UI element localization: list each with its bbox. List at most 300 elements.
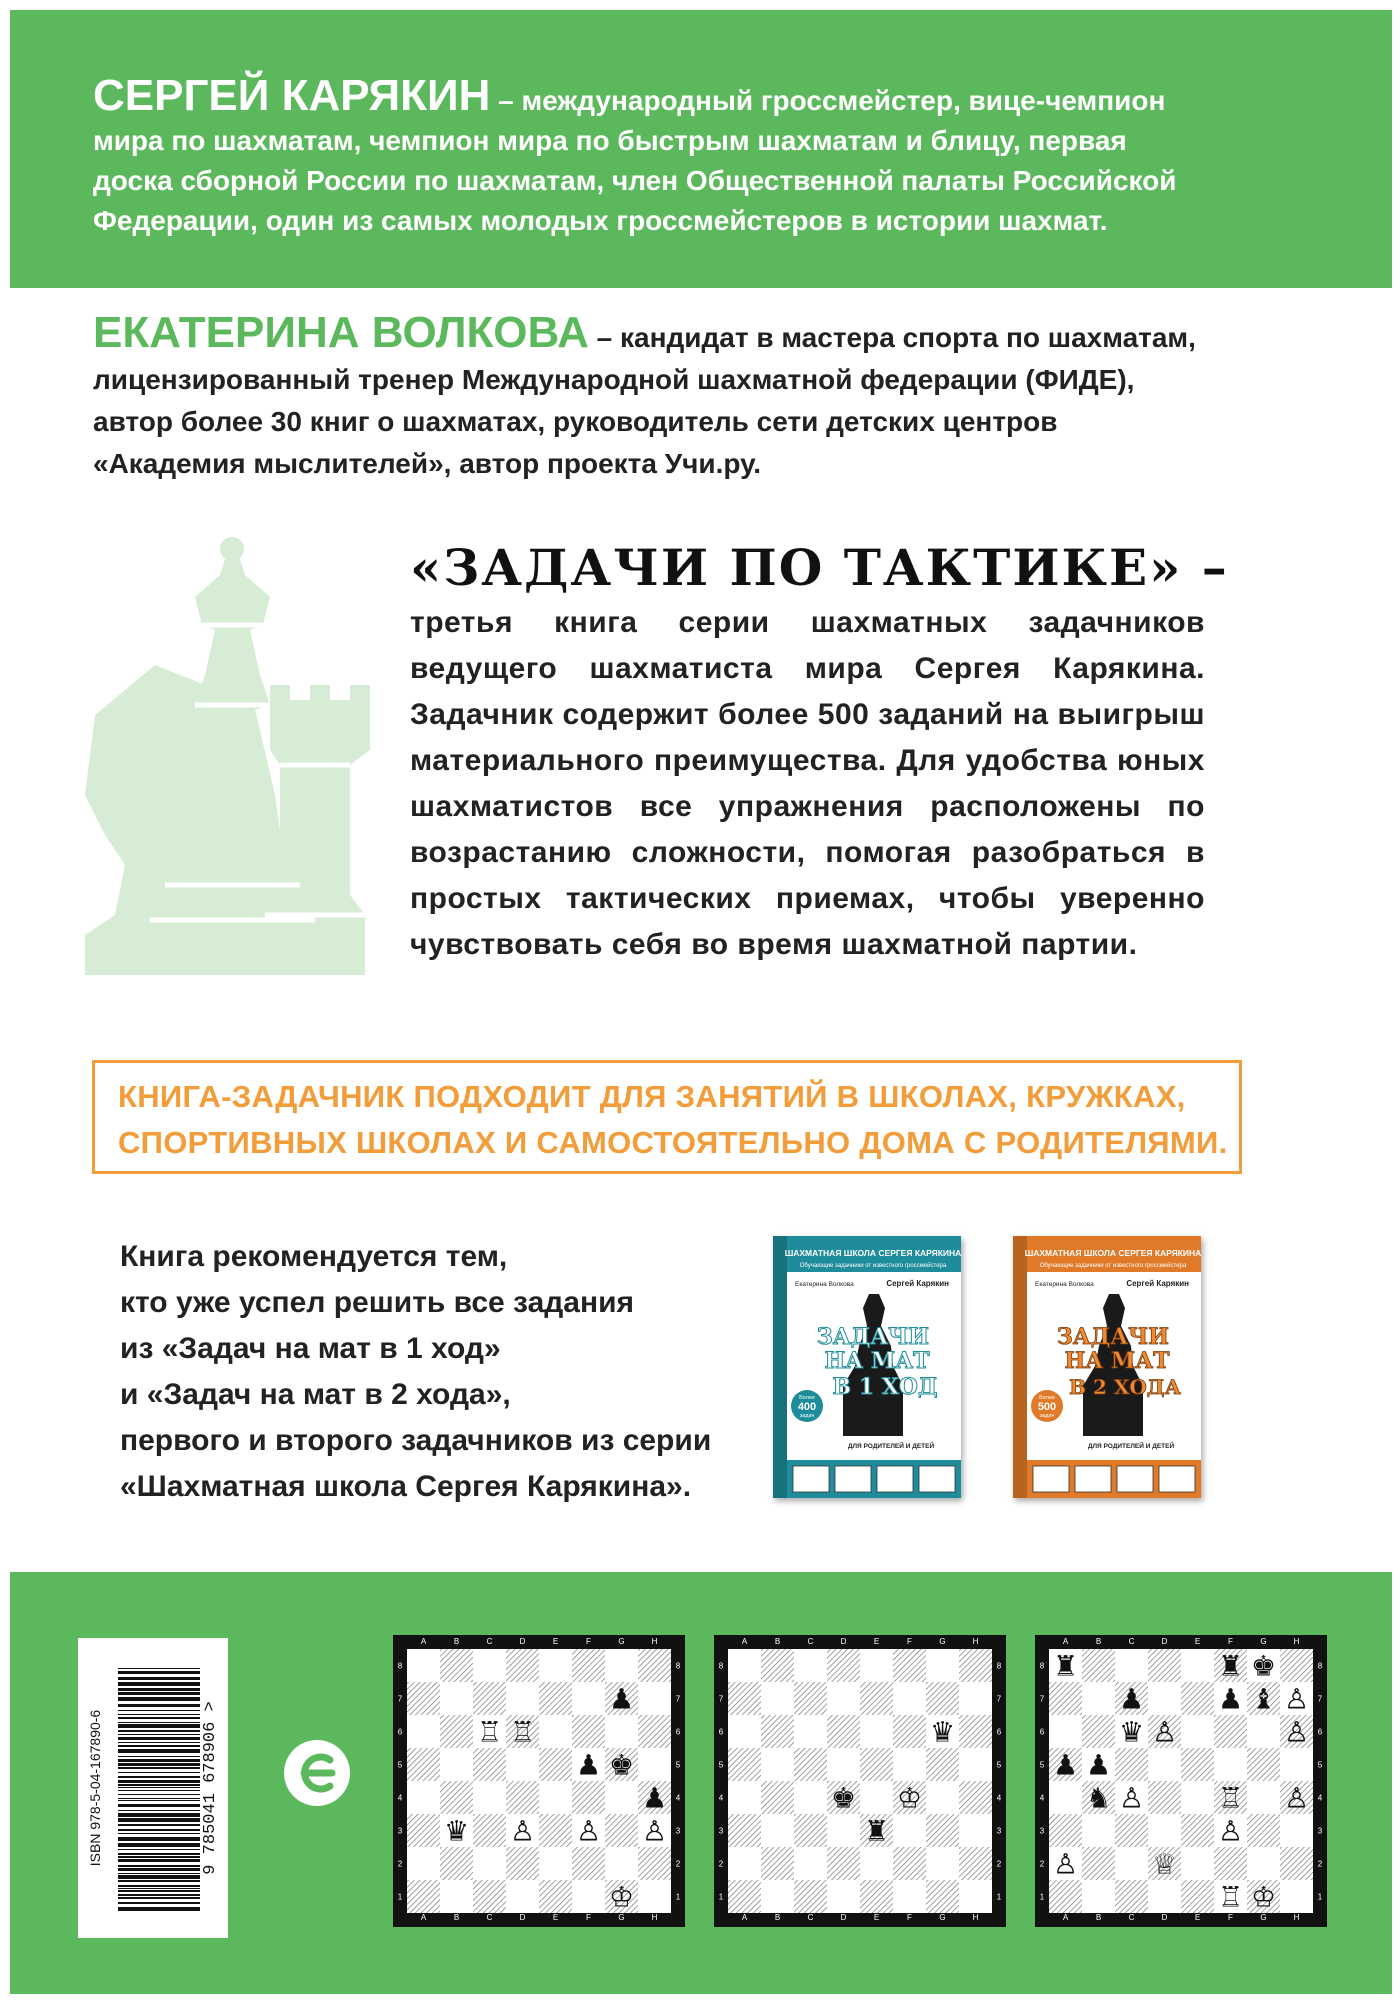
board-square bbox=[506, 1682, 539, 1715]
board-square bbox=[1181, 1748, 1214, 1781]
board-square bbox=[1082, 1682, 1115, 1715]
book-badge-num: 500 bbox=[1037, 1401, 1057, 1413]
board-rank-label: 1 bbox=[675, 1892, 681, 1902]
chess-piece-icon: ♟ bbox=[1085, 1748, 1112, 1782]
barcode-bars-icon bbox=[118, 1668, 200, 1911]
book-title-line: ЗАДАЧИ bbox=[1056, 1324, 1170, 1350]
board-file-label: H bbox=[1293, 1637, 1300, 1646]
board-rank-label: 8 bbox=[675, 1661, 681, 1671]
board-rank-label: 3 bbox=[675, 1826, 681, 1836]
board-square bbox=[1049, 1715, 1082, 1748]
publisher-logo-icon bbox=[282, 1738, 352, 1808]
board-rank-label: 6 bbox=[397, 1727, 403, 1737]
board-square bbox=[638, 1880, 671, 1913]
board-square bbox=[605, 1814, 638, 1847]
board-square bbox=[959, 1649, 992, 1682]
board-square bbox=[1247, 1748, 1280, 1781]
board-square bbox=[1049, 1880, 1082, 1913]
board-square bbox=[506, 1649, 539, 1682]
board-square bbox=[1181, 1649, 1214, 1682]
board-rank-label: 6 bbox=[675, 1727, 681, 1737]
board-square bbox=[1148, 1682, 1181, 1715]
board-file-label: B bbox=[1095, 1913, 1102, 1922]
board-rank-label: 4 bbox=[1317, 1793, 1323, 1803]
board-rank-label: 4 bbox=[996, 1793, 1002, 1803]
board-square bbox=[572, 1847, 605, 1880]
board-square bbox=[572, 1880, 605, 1913]
board-square bbox=[473, 1781, 506, 1814]
board-square bbox=[860, 1880, 893, 1913]
recommendation-line: из «Задач на мат в 1 ход» bbox=[120, 1332, 501, 1365]
author-karjakin-name: СЕРГЕЙ КАРЯКИН bbox=[93, 71, 491, 120]
board-square bbox=[761, 1880, 794, 1913]
book-badge-bottom: задач bbox=[799, 1413, 815, 1419]
isbn-digits: 9 785041 678906 > bbox=[201, 1701, 220, 1875]
chess-piece-icon: ♟ bbox=[575, 1748, 602, 1782]
chess-piece-icon: ♖ bbox=[1217, 1781, 1244, 1815]
board-square bbox=[1214, 1748, 1247, 1781]
board-rank-label: 8 bbox=[996, 1661, 1002, 1671]
board-square bbox=[1148, 1880, 1181, 1913]
board-square bbox=[728, 1649, 761, 1682]
board-rank-label: 7 bbox=[718, 1694, 724, 1704]
book-series: ШАХМАТНАЯ ШКОЛА СЕРГЕЯ КАРЯКИНА bbox=[784, 1248, 961, 1258]
board-rank-label: 1 bbox=[397, 1892, 403, 1902]
chess-piece-icon: ♙ bbox=[1052, 1847, 1079, 1881]
board-square bbox=[761, 1715, 794, 1748]
board-square bbox=[1280, 1649, 1313, 1682]
board-rank-label: 4 bbox=[1039, 1793, 1045, 1803]
board-file-label: G bbox=[618, 1637, 625, 1646]
description-body: третья книга серии шахматных задачников ведущего шахматиста мира Сергея Карякина. Задачник содержит более 500 заданий на выигрыш материального преимущества. Для удобства юных шахматистов все упражнения расположены по возрастанию сложности, помогая разобраться в простых тактических приемах, чтобы уверенно чувствовать себя во время шахматной партии. bbox=[410, 606, 1205, 961]
isbn-text: ISBN 978-5-04-167890-6 bbox=[87, 1709, 103, 1867]
board-file-label: C bbox=[1128, 1637, 1135, 1646]
board-square bbox=[407, 1847, 440, 1880]
board-square bbox=[1247, 1814, 1280, 1847]
bio-line: – кандидат в мастера спорта по шахматам, bbox=[588, 322, 1196, 353]
board-square bbox=[893, 1814, 926, 1847]
board-rank-label: 5 bbox=[397, 1760, 403, 1770]
chess-piece-icon: ♔ bbox=[608, 1880, 635, 1914]
board-square bbox=[1082, 1649, 1115, 1682]
book-author-right: Сергей Карякин bbox=[1126, 1279, 1189, 1288]
board-square bbox=[539, 1748, 572, 1781]
board-square bbox=[440, 1682, 473, 1715]
board-square bbox=[407, 1880, 440, 1913]
board-square bbox=[506, 1748, 539, 1781]
board-square bbox=[860, 1682, 893, 1715]
board-square bbox=[893, 1880, 926, 1913]
bio-line: Федерации, один из самых молодых гроссмейстеров в истории шахмат. bbox=[93, 205, 1108, 236]
board-rank-label: 2 bbox=[1039, 1859, 1045, 1869]
board-file-label: D bbox=[1161, 1637, 1168, 1646]
board-file-label: B bbox=[453, 1637, 460, 1646]
board-square bbox=[827, 1814, 860, 1847]
board-file-label: C bbox=[807, 1637, 814, 1646]
board-square bbox=[959, 1682, 992, 1715]
board-file-label: B bbox=[1095, 1637, 1102, 1646]
board-square bbox=[1181, 1781, 1214, 1814]
board-square bbox=[794, 1682, 827, 1715]
board-square bbox=[407, 1715, 440, 1748]
board-square bbox=[728, 1880, 761, 1913]
book-title-line: В 1 ХОД bbox=[832, 1374, 938, 1400]
recommendation-line: и «Задач на мат в 2 хода», bbox=[120, 1378, 511, 1411]
book-cover-mate-in-two bbox=[1013, 1236, 1201, 1498]
board-square bbox=[605, 1715, 638, 1748]
board-square bbox=[506, 1847, 539, 1880]
board-square bbox=[860, 1781, 893, 1814]
board-square bbox=[794, 1649, 827, 1682]
board-file-label: F bbox=[1228, 1637, 1233, 1646]
board-file-label: H bbox=[972, 1637, 979, 1646]
board-square bbox=[794, 1715, 827, 1748]
book-subtitle: Обучающие задачники от известного гроссмейстера bbox=[799, 1263, 947, 1269]
board-square bbox=[1082, 1880, 1115, 1913]
recommendation-line: кто уже успел решить все задания bbox=[120, 1286, 635, 1319]
board-rank-label: 7 bbox=[1317, 1694, 1323, 1704]
callout-text bbox=[118, 1074, 1228, 1166]
board-square bbox=[860, 1847, 893, 1880]
description-title: «ЗАДАЧИ ПО ТАКТИКЕ» – bbox=[410, 538, 1229, 597]
book-audience: ДЛЯ РОДИТЕЛЕЙ И ДЕТЕЙ bbox=[1087, 1443, 1175, 1450]
board-square bbox=[728, 1847, 761, 1880]
board-square bbox=[893, 1649, 926, 1682]
board-square bbox=[506, 1880, 539, 1913]
board-rank-label: 5 bbox=[675, 1760, 681, 1770]
book-badge-top: Более bbox=[1039, 1395, 1055, 1401]
isbn-barcode bbox=[78, 1638, 228, 1938]
recommendation-line: «Шахматная школа Сергея Карякина». bbox=[120, 1470, 692, 1503]
board-rank-label: 2 bbox=[996, 1859, 1002, 1869]
chess-piece-icon: ♛ bbox=[929, 1715, 956, 1749]
board-square bbox=[794, 1814, 827, 1847]
author-volkova-name: ЕКАТЕРИНА ВОЛКОВА bbox=[93, 308, 589, 357]
board-file-label: E bbox=[1194, 1637, 1201, 1646]
chess-piece-icon: ♜ bbox=[863, 1814, 890, 1848]
board-rank-label: 6 bbox=[1039, 1727, 1045, 1737]
board-rank-label: 8 bbox=[1317, 1661, 1323, 1671]
board-file-label: E bbox=[552, 1637, 559, 1646]
chess-piece-icon: ♚ bbox=[1250, 1649, 1277, 1683]
bio-line: мира по шахматам, чемпион мира по быстрым шахматам и блицу, первая bbox=[93, 125, 1127, 156]
board-square bbox=[926, 1649, 959, 1682]
chess-piece-icon: ♙ bbox=[509, 1814, 536, 1848]
chess-piece-icon: ♖ bbox=[476, 1715, 503, 1749]
chess-pieces-silhouette-icon bbox=[85, 535, 385, 975]
board-rank-label: 2 bbox=[718, 1859, 724, 1869]
board-square bbox=[893, 1682, 926, 1715]
board-square bbox=[1181, 1682, 1214, 1715]
board-file-label: H bbox=[1293, 1913, 1300, 1922]
board-file-label: F bbox=[586, 1637, 591, 1646]
board-rank-label: 3 bbox=[1039, 1826, 1045, 1836]
board-rank-label: 7 bbox=[397, 1694, 403, 1704]
book-series: ШАХМАТНАЯ ШКОЛА СЕРГЕЯ КАРЯКИНА bbox=[1024, 1248, 1201, 1258]
bio-line: доска сборной России по шахматам, член Общественной палаты Российской bbox=[93, 165, 1177, 196]
board-rank-label: 3 bbox=[397, 1826, 403, 1836]
board-file-label: B bbox=[453, 1913, 460, 1922]
board-rank-label: 8 bbox=[718, 1661, 724, 1671]
board-square bbox=[893, 1748, 926, 1781]
board-square bbox=[539, 1814, 572, 1847]
board-square bbox=[827, 1880, 860, 1913]
board-square bbox=[959, 1880, 992, 1913]
board-file-label: D bbox=[840, 1913, 847, 1922]
board-file-label: B bbox=[774, 1913, 781, 1922]
board-square bbox=[1181, 1847, 1214, 1880]
board-square bbox=[1181, 1880, 1214, 1913]
board-square bbox=[728, 1814, 761, 1847]
board-square bbox=[926, 1880, 959, 1913]
board-file-label: D bbox=[519, 1637, 526, 1646]
board-square bbox=[440, 1880, 473, 1913]
board-square bbox=[1115, 1814, 1148, 1847]
board-square bbox=[728, 1682, 761, 1715]
board-rank-label: 4 bbox=[397, 1793, 403, 1803]
board-square bbox=[572, 1682, 605, 1715]
board-file-label: G bbox=[939, 1637, 946, 1646]
board-file-label: F bbox=[1228, 1913, 1233, 1922]
board-square bbox=[572, 1781, 605, 1814]
chess-piece-icon: ♛ bbox=[443, 1814, 470, 1848]
board-file-label: G bbox=[1260, 1913, 1267, 1922]
board-square bbox=[572, 1649, 605, 1682]
board-square bbox=[959, 1748, 992, 1781]
book-badge-num: 400 bbox=[797, 1401, 817, 1413]
board-square bbox=[473, 1847, 506, 1880]
chess-piece-icon: ♟ bbox=[641, 1781, 668, 1815]
board-file-label: E bbox=[873, 1913, 880, 1922]
chess-diagram-2 bbox=[714, 1635, 1006, 1927]
book-audience: ДЛЯ РОДИТЕЛЕЙ И ДЕТЕЙ bbox=[847, 1443, 935, 1450]
board-square bbox=[638, 1649, 671, 1682]
board-square bbox=[761, 1781, 794, 1814]
board-square bbox=[728, 1748, 761, 1781]
board-file-label: A bbox=[741, 1913, 748, 1922]
board-square bbox=[572, 1715, 605, 1748]
board-rank-label: 4 bbox=[675, 1793, 681, 1803]
bio-line: «Академия мыслителей», автор проекта Учи.ру. bbox=[93, 448, 762, 479]
board-square bbox=[1280, 1748, 1313, 1781]
board-rank-label: 6 bbox=[718, 1727, 724, 1737]
board-square bbox=[407, 1748, 440, 1781]
board-square bbox=[926, 1682, 959, 1715]
board-file-label: F bbox=[586, 1913, 591, 1922]
recommendation-line: первого и второго задачников из серии bbox=[120, 1424, 712, 1457]
board-square bbox=[407, 1814, 440, 1847]
chess-piece-icon: ♜ bbox=[1052, 1649, 1079, 1683]
chess-piece-icon: ♙ bbox=[575, 1814, 602, 1848]
board-square bbox=[1280, 1880, 1313, 1913]
chess-piece-icon: ♙ bbox=[1283, 1715, 1310, 1749]
board-file-label: E bbox=[552, 1913, 559, 1922]
board-rank-label: 7 bbox=[996, 1694, 1002, 1704]
chess-piece-icon: ♔ bbox=[1250, 1880, 1277, 1914]
board-square bbox=[440, 1847, 473, 1880]
board-square bbox=[959, 1715, 992, 1748]
board-square bbox=[860, 1715, 893, 1748]
board-square bbox=[860, 1649, 893, 1682]
book-title-line: НА МАТ bbox=[824, 1348, 930, 1374]
board-square bbox=[794, 1880, 827, 1913]
board-square bbox=[1214, 1847, 1247, 1880]
board-square bbox=[440, 1649, 473, 1682]
board-file-label: C bbox=[807, 1913, 814, 1922]
board-file-label: G bbox=[1260, 1637, 1267, 1646]
board-rank-label: 2 bbox=[675, 1859, 681, 1869]
board-rank-label: 6 bbox=[1317, 1727, 1323, 1737]
chess-piece-icon: ♞ bbox=[1085, 1781, 1112, 1815]
board-square bbox=[926, 1748, 959, 1781]
chess-diagram-1 bbox=[393, 1635, 685, 1927]
board-square bbox=[1181, 1814, 1214, 1847]
book-badge-top: Более bbox=[799, 1395, 815, 1401]
board-square bbox=[539, 1715, 572, 1748]
board-square bbox=[1082, 1715, 1115, 1748]
board-file-label: E bbox=[873, 1637, 880, 1646]
board-square bbox=[1115, 1748, 1148, 1781]
board-square bbox=[1214, 1715, 1247, 1748]
board-square bbox=[539, 1682, 572, 1715]
board-square bbox=[1115, 1880, 1148, 1913]
board-square bbox=[794, 1781, 827, 1814]
board-square bbox=[1181, 1715, 1214, 1748]
board-square bbox=[1247, 1781, 1280, 1814]
board-square bbox=[827, 1715, 860, 1748]
board-square bbox=[761, 1748, 794, 1781]
book-title-line: НА МАТ bbox=[1064, 1348, 1170, 1374]
board-square bbox=[893, 1715, 926, 1748]
board-rank-label: 3 bbox=[718, 1826, 724, 1836]
board-square bbox=[539, 1781, 572, 1814]
board-rank-label: 2 bbox=[1317, 1859, 1323, 1869]
board-square bbox=[1247, 1847, 1280, 1880]
bio-line: лицензированный тренер Международной шахматной федерации (ФИДЕ), bbox=[93, 364, 1135, 395]
board-file-label: F bbox=[907, 1913, 912, 1922]
board-square bbox=[1082, 1847, 1115, 1880]
author-karjakin-bio bbox=[93, 71, 1183, 241]
board-file-label: C bbox=[1128, 1913, 1135, 1922]
recommendation-text bbox=[120, 1234, 760, 1510]
chess-piece-icon: ♙ bbox=[1151, 1715, 1178, 1749]
callout-line: КНИГА-ЗАДАЧНИК ПОДХОДИТ ДЛЯ ЗАНЯТИЙ В ШКОЛАХ, КРУЖКАХ, bbox=[118, 1079, 1186, 1114]
board-file-label: C bbox=[486, 1637, 493, 1646]
board-square bbox=[827, 1649, 860, 1682]
chess-piece-icon: ♙ bbox=[1283, 1781, 1310, 1815]
board-square bbox=[605, 1649, 638, 1682]
board-square bbox=[1049, 1781, 1082, 1814]
board-square bbox=[893, 1847, 926, 1880]
board-square bbox=[539, 1847, 572, 1880]
board-file-label: H bbox=[972, 1913, 979, 1922]
book-badge-bottom: задач bbox=[1039, 1413, 1055, 1419]
book-author-left: Екатерина Волкова bbox=[795, 1281, 854, 1288]
chess-piece-icon: ♙ bbox=[641, 1814, 668, 1848]
board-file-label: H bbox=[651, 1637, 658, 1646]
author-volkova-bio bbox=[93, 308, 1223, 485]
board-square bbox=[440, 1715, 473, 1748]
board-rank-label: 5 bbox=[1317, 1760, 1323, 1770]
board-file-label: C bbox=[486, 1913, 493, 1922]
chess-piece-icon: ♖ bbox=[1217, 1880, 1244, 1914]
board-file-label: A bbox=[420, 1913, 427, 1922]
board-square bbox=[440, 1781, 473, 1814]
board-square bbox=[926, 1847, 959, 1880]
board-rank-label: 3 bbox=[996, 1826, 1002, 1836]
board-square bbox=[473, 1748, 506, 1781]
board-square bbox=[761, 1682, 794, 1715]
board-square bbox=[728, 1715, 761, 1748]
board-file-label: D bbox=[1161, 1913, 1168, 1922]
chess-piece-icon: ♚ bbox=[830, 1781, 857, 1815]
board-rank-label: 6 bbox=[996, 1727, 1002, 1737]
board-rank-label: 1 bbox=[1317, 1892, 1323, 1902]
board-file-label: A bbox=[420, 1637, 427, 1646]
board-square bbox=[827, 1748, 860, 1781]
board-rank-label: 3 bbox=[1317, 1826, 1323, 1836]
board-square bbox=[473, 1682, 506, 1715]
board-square bbox=[473, 1649, 506, 1682]
book-author-left: Екатерина Волкова bbox=[1035, 1281, 1094, 1288]
bio-line: – международный гроссмейстер, вице-чемпион bbox=[490, 85, 1166, 116]
board-square bbox=[506, 1781, 539, 1814]
board-square bbox=[1280, 1847, 1313, 1880]
board-square bbox=[1049, 1814, 1082, 1847]
board-square bbox=[473, 1880, 506, 1913]
chess-piece-icon: ♙ bbox=[1283, 1682, 1310, 1716]
board-square bbox=[959, 1847, 992, 1880]
chess-piece-icon: ♛ bbox=[1118, 1715, 1145, 1749]
bio-line: автор более 30 книг о шахматах, руководитель сети детских центров bbox=[93, 406, 1058, 437]
board-square bbox=[959, 1814, 992, 1847]
chess-piece-icon: ♕ bbox=[1151, 1847, 1178, 1881]
board-rank-label: 1 bbox=[1039, 1892, 1045, 1902]
chess-piece-icon: ♙ bbox=[1118, 1781, 1145, 1815]
book-cover-mate-in-one bbox=[773, 1236, 961, 1498]
board-file-label: E bbox=[1194, 1913, 1201, 1922]
board-rank-label: 8 bbox=[1039, 1661, 1045, 1671]
chess-piece-icon: ♚ bbox=[608, 1748, 635, 1782]
board-square bbox=[407, 1781, 440, 1814]
book-author-right: Сергей Карякин bbox=[886, 1279, 949, 1288]
board-file-label: G bbox=[939, 1913, 946, 1922]
board-file-label: D bbox=[840, 1637, 847, 1646]
chess-piece-icon: ♟ bbox=[1052, 1748, 1079, 1782]
board-square bbox=[407, 1649, 440, 1682]
board-square bbox=[761, 1649, 794, 1682]
board-square bbox=[794, 1847, 827, 1880]
board-file-label: A bbox=[1062, 1913, 1069, 1922]
chess-piece-icon: ♜ bbox=[1217, 1649, 1244, 1683]
board-rank-label: 1 bbox=[996, 1892, 1002, 1902]
board-square bbox=[1148, 1781, 1181, 1814]
book-spine bbox=[1013, 1236, 1027, 1498]
board-square bbox=[926, 1781, 959, 1814]
board-file-label: H bbox=[651, 1913, 658, 1922]
board-square bbox=[1148, 1814, 1181, 1847]
board-square bbox=[1148, 1748, 1181, 1781]
board-square bbox=[605, 1847, 638, 1880]
board-file-label: D bbox=[519, 1913, 526, 1922]
board-square bbox=[1115, 1649, 1148, 1682]
board-square bbox=[728, 1781, 761, 1814]
board-square bbox=[1082, 1814, 1115, 1847]
recommendation-line: Книга рекомендуется тем, bbox=[120, 1240, 508, 1273]
board-square bbox=[473, 1814, 506, 1847]
chess-piece-icon: ♝ bbox=[1250, 1682, 1277, 1716]
board-square bbox=[1115, 1847, 1148, 1880]
